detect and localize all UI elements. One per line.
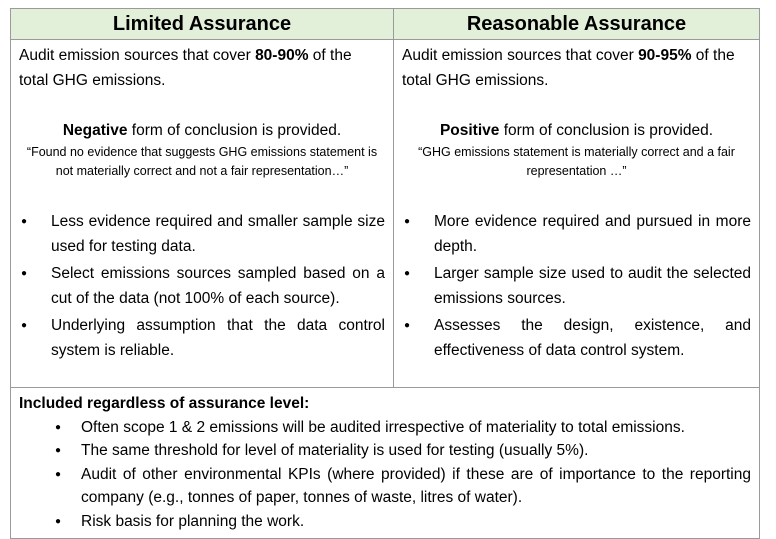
limited-assurance-cell [11, 40, 394, 387]
reasonable-conclusion: Positive form of conclusion is provided. [439, 122, 714, 139]
list-item: ● Select emissions sources sampled based on a cut of the data (not 100% of each source). [19, 261, 385, 311]
limited-quote: “Found no evidence that suggests GHG emissions statement is not materially correct and not a fair representation…” [26, 145, 378, 178]
list-item: ● Risk basis for planning the work. [19, 510, 751, 534]
list-item: ● Underlying assumption that the data control system is reliable. [19, 313, 385, 363]
assurance-comparison-table [10, 8, 760, 539]
limited-assurance-heading: Limited Assurance [11, 9, 394, 39]
limited-bullet-list [19, 209, 385, 363]
limited-coverage: 80-90% [255, 47, 309, 64]
list-item: ● Audit of other environmental KPIs (where provided) if these are of importance to the reporting company (e.g., tonnes of paper, tonnes of waste, litres of water). [19, 463, 751, 510]
common-title: Included regardless of assurance level: [19, 395, 310, 412]
reasonable-assurance-cell [394, 40, 759, 387]
list-item: ● Larger sample size used to audit the selected emissions sources. [402, 261, 751, 311]
table-body-row [11, 40, 759, 388]
reasonable-quote: “GHG emissions statement is materially correct and a fair representation …” [418, 145, 735, 178]
common-requirements-cell [11, 388, 759, 538]
reasonable-bullet-list [402, 209, 751, 363]
list-item: ● More evidence required and pursued in more depth. [402, 209, 751, 259]
list-item: ● The same threshold for level of materiality is used for testing (usually 5%). [19, 439, 751, 463]
reasonable-intro: Audit emission sources that cover 90-95% of the total GHG emissions. [402, 47, 735, 89]
limited-intro: Audit emission sources that cover 80-90% of the total GHG emissions. [19, 47, 352, 89]
limited-conclusion: Negative form of conclusion is provided. [62, 122, 342, 139]
list-item: ● Assesses the design, existence, and effectiveness of data control system. [402, 313, 751, 363]
common-bullet-list [19, 416, 751, 534]
reasonable-assurance-heading: Reasonable Assurance [466, 12, 687, 35]
reasonable-coverage: 90-95% [638, 47, 692, 64]
list-item: ● Often scope 1 & 2 emissions will be audited irrespective of materiality to total emissions. [19, 416, 751, 440]
list-item: ● Less evidence required and smaller sample size used for testing data. [19, 209, 385, 259]
table-header-row [11, 9, 759, 40]
